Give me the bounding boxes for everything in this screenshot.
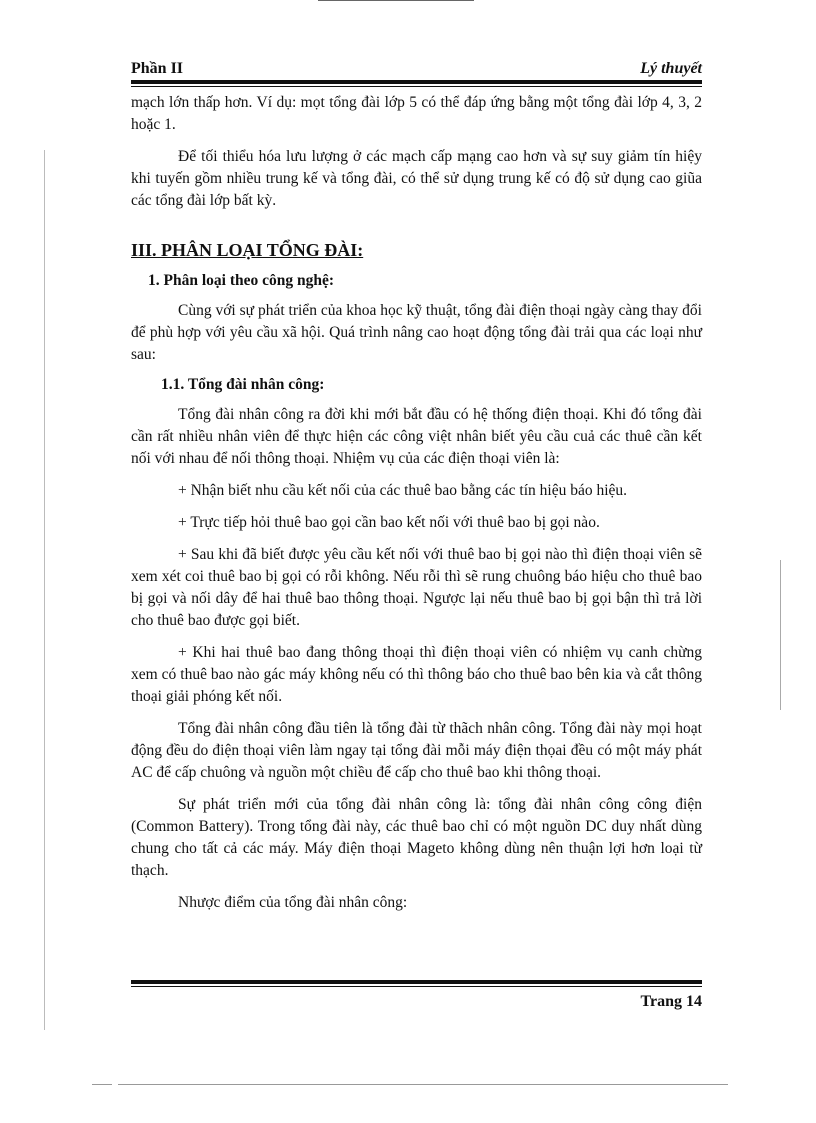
header-part-label: Phần II (131, 60, 184, 77)
header-rule-thin (131, 86, 702, 87)
footer-rule-thick (131, 980, 702, 984)
list-item-ask: + Trực tiếp hỏi thuê bao gọi cần bao kết nối với thuê bao bị gọi nào. (178, 514, 600, 531)
page-number: Trang 14 (640, 993, 702, 1010)
scan-artifact-bottom-left (92, 1084, 112, 1085)
footer-rule-thin (131, 986, 702, 987)
header-rule-thick (131, 80, 702, 84)
header-section-label: Lý thuyết (640, 60, 702, 77)
paragraph-common-battery: Sự phát triển mới của tổng đài nhân công là: tổng đài nhân công công điện (Common Battery). Trong tổng đài này, các thuê bao chỉ có một nguồn DC duy nhất dùng chung cho tất cả các máy. Máy điện thoại Mageto không dùng nên thuận lợi hơn loại từ thạch. (131, 796, 702, 879)
list-item-detect: + Nhận biết nhu cầu kết nối của các thuê bao bằng các tín hiệu báo hiệu. (178, 482, 628, 499)
scan-artifact-top (318, 0, 474, 1)
list-item-monitor: + Khi hai thuê bao đang thông thoại thì điện thoại viên có nhiệm vụ canh chừng xem có thuê bao nào gác máy không nếu có thì thông báo cho thuê bao bên kia và cắt thông thoại giải phóng kết nối. (131, 644, 702, 705)
page-body (131, 92, 702, 914)
scan-artifact-left (44, 150, 45, 1030)
scan-artifact-bottom (118, 1084, 728, 1085)
subsection-heading-manual: 1.1. Tổng đài nhân công: (161, 376, 325, 393)
paragraph-manual-intro: Tổng đài nhân công ra đời khi mới bắt đầu có hệ thống điện thoại. Khi đó tổng đài cần rất nhiều nhân viên để thực hiện các công việt nhân biết yêu cầu cuả các thuê cần kết nối với nhau để nối thông thoại. Nhiệm vụ của các điện thoại viên là: (131, 406, 702, 467)
scan-artifact-right (780, 560, 781, 710)
subsection-heading-technology: 1. Phân loại theo công nghệ: (148, 272, 335, 289)
section-heading: III. PHÂN LOẠI TỔNG ĐÀI: (131, 240, 364, 260)
paragraph-traffic: Để tối thiểu hóa lưu lượng ở các mạch cấp mạng cao hơn và sự suy giảm tín hiệy khi tuyến gồm nhiều trung kế và tổng đài, có thể sử dụng trung kế có độ sử dụng cao giũa các tổng đài lớp bất kỳ. (131, 148, 702, 209)
list-item-ring: + Sau khi đã biết được yêu cầu kết nối với thuê bao bị gọi nào thì điện thoại viên sẽ xem xét coi thuê bao bị gọi có rỗi không. Nếu rỗi thì sẽ rung chuông báo hiệu cho thuê bao bị gọi và nối dây để hai thuê bao thông thoại. Ngược lại nếu thuê bao bị gọi bận thì trả lời cho thuê bao được gọi biết. (131, 546, 702, 629)
paragraph-development: Cùng với sự phát triển của khoa học kỹ thuật, tổng đài điện thoại ngày càng thay đổi để phù hợp với yêu cầu xã hội. Quá trình nâng cao hoạt động tổng đài trải qua các loại như sau: (131, 302, 702, 363)
paragraph-continuation: mạch lớn thấp hơn. Ví dụ: mọt tổng đài lớp 5 có thể đáp ứng bằng một tổng đài lớp 4, 3, 2 hoặc 1. (131, 94, 702, 133)
paragraph-magneto: Tổng đài nhân công đầu tiên là tổng đài từ thãch nhân công. Tổng đài này mọi hoạt động đều do điện thoại viên làm ngay tại tổng đài mỗi máy điện thọai đều có một máy phát AC để cấp chuông và nguồn một chiều để cấp cho thuê bao khi thông thoại. (131, 720, 702, 781)
paragraph-drawbacks: Nhược điểm của tổng đài nhân công: (178, 894, 408, 911)
page-header (131, 58, 702, 80)
